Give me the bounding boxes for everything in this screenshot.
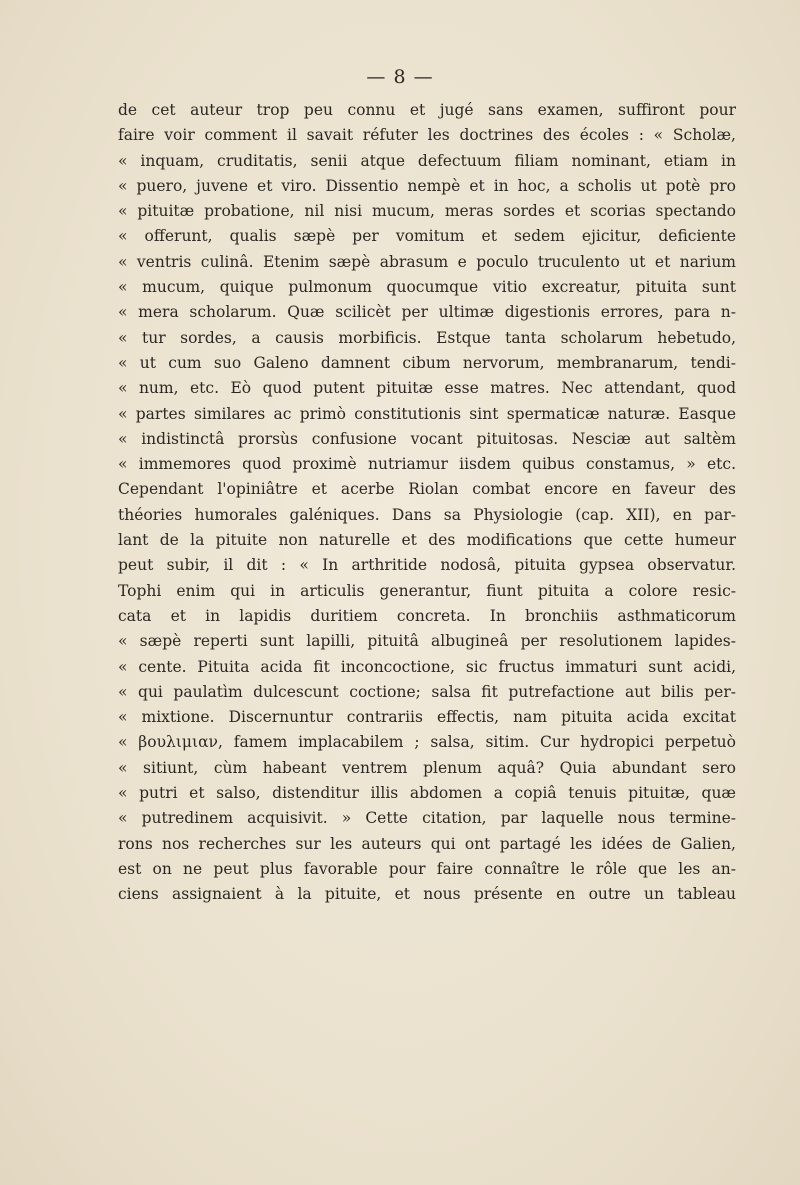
text-line: Tophi enim qui in articulis generantur, fiunt pituita a colore resic- bbox=[118, 581, 736, 600]
text-line: théories humorales galéniques. Dans sa Physiologie (cap. XII), en par- bbox=[118, 505, 736, 524]
text-line: « qui paulatìm dulcescunt coctione; salsa fit putrefactione aut bilis per- bbox=[118, 682, 736, 701]
text-line: peut subir, il dit : « In arthritide nodosâ, pituita gypsea observatur. bbox=[118, 556, 736, 575]
text-line: rons nos recherches sur les auteurs qui ont partagé les idées de Galien, bbox=[118, 834, 736, 853]
body-text bbox=[118, 98, 736, 908]
text-line: « immemores quod proximè nutriamur iisdem quibus constamus, » etc. bbox=[118, 455, 736, 474]
text-line: « puero, juvene et viro. Dissentio nempè et in hoc, a scholis ut potè pro bbox=[118, 176, 736, 195]
text-line: « cente. Pituita acida fit inconcoctione, sic fructus immaturi sunt acidi, bbox=[118, 657, 736, 676]
text-line: « sæpè reperti sunt lapilli, pituitâ albugineâ per resolutionem lapides- bbox=[118, 632, 736, 651]
text-line: « ventris culinâ. Etenim sæpè abrasum e poculo truculento ut et narium bbox=[118, 252, 736, 271]
text-line: « tur sordes, a causis morbificis. Estque tanta scholarum hebetudo, bbox=[118, 328, 736, 347]
text-line: « mucum, quique pulmonum quocumque vitio excreatur, pituita sunt bbox=[118, 278, 736, 297]
text-line: Cependant l'opiniâtre et acerbe Riolan combat encore en faveur des bbox=[118, 480, 736, 499]
text-line: « inquam, cruditatis, senii atque defectuum filiam nominant, etiam in bbox=[118, 151, 736, 170]
text-line: « pituitæ probatione, nil nisi mucum, meras sordes et scorias spectando bbox=[118, 202, 736, 221]
page-number: — 8 — bbox=[366, 66, 434, 88]
text-line: de cet auteur trop peu connu et jugé sans examen, suffiront pour bbox=[118, 101, 736, 119]
text-line: « partes similares ac primò constitutionis sint spermaticæ naturæ. Easque bbox=[118, 404, 736, 423]
text-line: « mera scholarum. Quæ scilicèt per ultimæ digestionis errores, para n- bbox=[118, 303, 736, 322]
text-line: faire voir comment il savait réfuter les doctrines des écoles : « Scholæ, bbox=[118, 126, 736, 145]
text-line: « num, etc. Eò quod putent pituitæ esse matres. Nec attendant, quod bbox=[118, 379, 736, 398]
text-line: ciens assignaient à la pituite, et nous présente en outre un tableau bbox=[118, 885, 736, 904]
text-line: « putri et salso, distenditur illis abdomen a copiâ tenuis pituitæ, quæ bbox=[118, 784, 736, 803]
text-line: « ut cum suo Galeno damnent cibum nervorum, membranarum, tendi- bbox=[118, 353, 736, 372]
text-line: cata et in lapidis duritiem concreta. In bronchiis asthmaticorum bbox=[118, 606, 736, 625]
text-line: « mixtione. Discernuntur contrariis effectis, nam pituita acida excitat bbox=[118, 708, 736, 727]
text-line: lant de la pituite non naturelle et des modifications que cette humeur bbox=[118, 531, 736, 550]
text-line: est on ne peut plus favorable pour faire connaître le rôle que les an- bbox=[118, 859, 736, 878]
text-line: « indistinctâ prorsùs confusione vocant pituitosas. Nesciæ aut saltèm bbox=[118, 429, 736, 448]
text-line: « putredinem acquisivit. » Cette citation, par laquelle nous termine- bbox=[118, 809, 736, 828]
text-line: « βουλιμιαν, famem implacabilem ; salsa, sitim. Cur hydropici perpetuò bbox=[118, 733, 736, 752]
text-line: « offerunt, qualis sæpè per vomitum et sedem ejicitur, deficiente bbox=[118, 227, 736, 246]
text-line: « sitiunt, cùm habeant ventrem plenum aquâ? Quia abundant sero bbox=[118, 758, 736, 777]
